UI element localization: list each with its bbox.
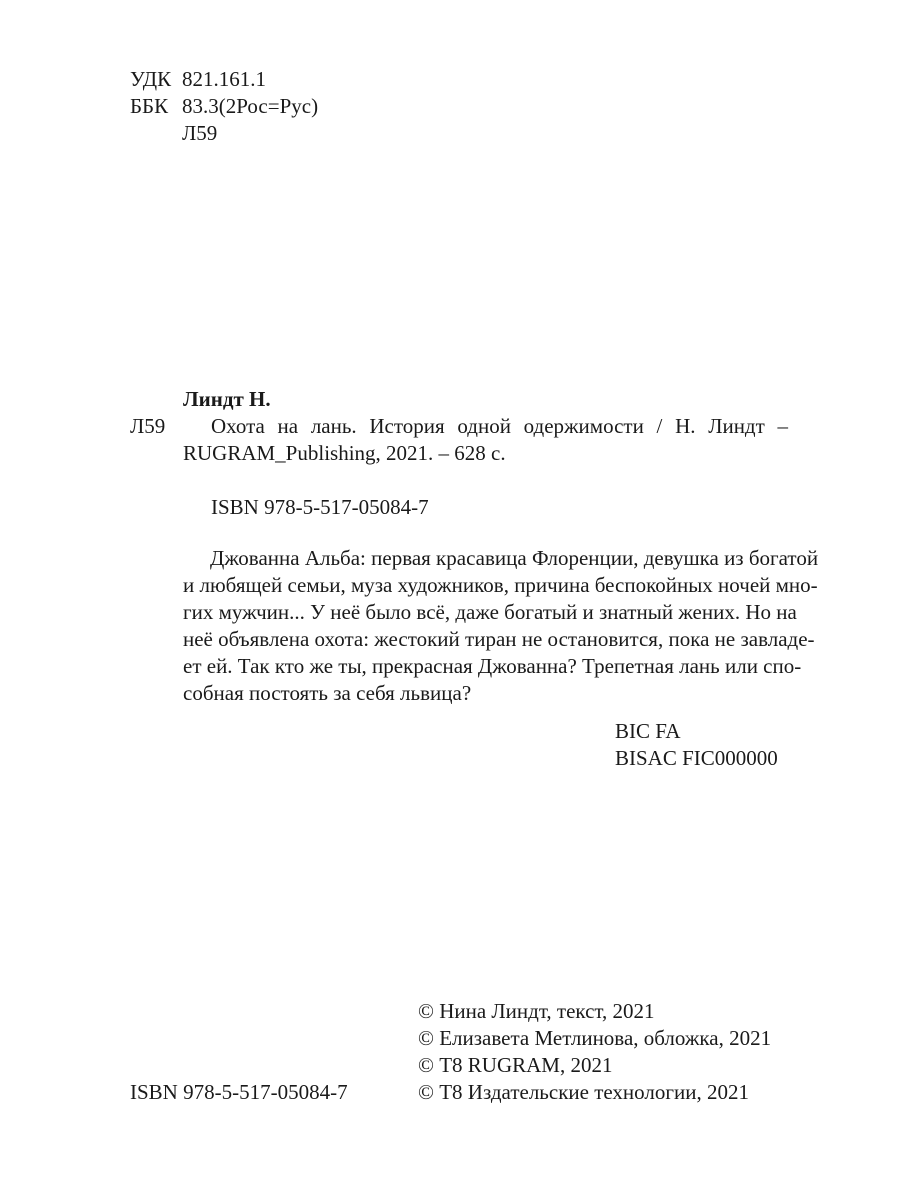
annotation-line: ет ей. Так кто же ты, прекрасная Джованна? Трепетная лань или спо- bbox=[183, 654, 802, 678]
copyright-text: © Нина Линдт, текст, 2021 bbox=[418, 999, 655, 1023]
margin-mark: Л59 bbox=[130, 414, 166, 438]
bbk-row bbox=[130, 93, 318, 120]
udk-value: 821.161.1 bbox=[182, 67, 266, 91]
bbk-value: 83.3(2Рос=Рус) bbox=[182, 94, 319, 118]
biblio-line-2: RUGRAM_Publishing, 2021. – 628 с. bbox=[183, 441, 506, 465]
annotation-line: и любящей семьи, муза художников, причина беспокойных ночей мно- bbox=[183, 573, 818, 597]
copyright-cover: © Елизавета Метлинова, обложка, 2021 bbox=[418, 1026, 772, 1050]
biblio-line-1: Охота на лань. История одной одержимости / Н. Линдт – bbox=[211, 414, 788, 438]
copyright-rugram: © Т8 RUGRAM, 2021 bbox=[418, 1053, 613, 1077]
annotation-line: гих мужчин... У неё было всё, даже богатый и знатный жених. Но на bbox=[183, 600, 797, 624]
bbk-label: ББК bbox=[130, 94, 169, 118]
udk-label: УДК bbox=[130, 67, 172, 91]
bisac-code: BISAC FIC000000 bbox=[615, 746, 778, 770]
copyright-publisher: © Т8 Издательские технологии, 2021 bbox=[418, 1080, 749, 1104]
annotation-paragraph bbox=[183, 545, 819, 707]
author-heading: Линдт Н. bbox=[183, 387, 271, 411]
author-mark: Л59 bbox=[182, 121, 218, 145]
udk-row bbox=[130, 66, 266, 93]
footer-isbn: ISBN 978-5-517-05084-7 bbox=[130, 1080, 348, 1104]
bic-code: BIC FA bbox=[615, 719, 681, 743]
entry-isbn: ISBN 978-5-517-05084-7 bbox=[211, 495, 429, 519]
annotation-line: собная постоять за себя львица? bbox=[183, 681, 472, 705]
annotation-line: Джованна Альба: первая красавица Флоренции, девушка из богатой bbox=[210, 546, 819, 570]
annotation-line: неё объявлена охота: жестокий тиран не остановится, пока не завладе- bbox=[183, 627, 815, 651]
